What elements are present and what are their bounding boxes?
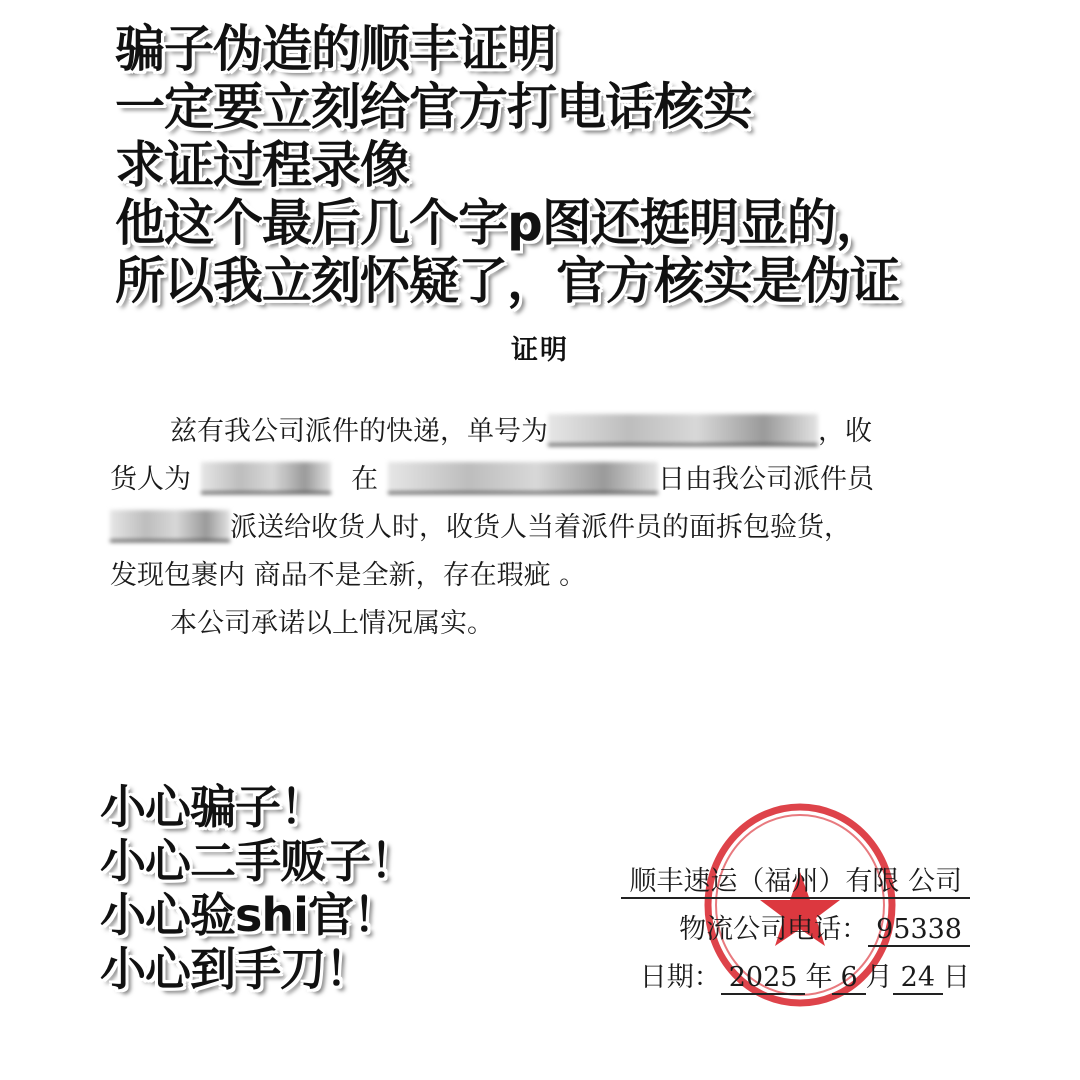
document-paragraph: 本公司承诺以上情况属实。 [170, 608, 494, 639]
text-fragment: ，收 [818, 416, 872, 447]
caption-line: 求证过程录像 [115, 136, 409, 194]
redacted-date [388, 462, 658, 494]
caption-line: 小心验shi官！ [100, 888, 398, 942]
text-fragment: 日由我公司派件员 [658, 464, 874, 495]
document-paragraph-line [110, 504, 970, 552]
document-paragraph-line [110, 552, 970, 600]
date-day: 24 [893, 962, 943, 995]
warning-caption-top [115, 20, 1015, 310]
phone-line [540, 906, 970, 954]
text-fragment: 在 [351, 464, 378, 495]
text-fragment: 兹有我公司派件的快递，单号为 [170, 416, 548, 447]
text-fragment: 派送给收货人时，收货人当着派件员的面拆包验货， [230, 512, 851, 543]
company-name: 顺丰速运（福州）有限 公司 [621, 866, 970, 899]
text-fragment: 发现包裹内 商品不是全新，存在瑕疵 。 [110, 560, 587, 591]
caption-line: 他这个最后几个字p图还挺明显的， [115, 194, 885, 252]
document-title: 证明 [511, 335, 569, 366]
document-signature-block [540, 858, 970, 1002]
phone-number: 95338 [868, 914, 970, 947]
day-unit: 日 [943, 962, 970, 993]
text-fragment: 货人为 [110, 464, 191, 495]
caption-line: 所以我立刻怀疑了，官方核实是伪证 [115, 252, 899, 310]
date-label: 日期： [639, 962, 721, 993]
date-year: 2025 [721, 962, 806, 995]
caption-line: 一定要立刻给官方打电话核实 [115, 78, 752, 136]
document-paragraph-line [110, 456, 970, 504]
phone-label: 物流公司电话： [679, 914, 869, 945]
year-unit: 年 [805, 962, 833, 993]
company-name-line [540, 858, 970, 906]
redacted-tracking-number [548, 414, 818, 446]
caption-line: 小心二手贩子！ [100, 834, 415, 888]
caption-line: 骗子伪造的顺丰证明 [115, 20, 556, 78]
month-unit: 月 [865, 962, 893, 993]
warning-caption-bottom [100, 780, 520, 996]
caption-line: 小心到手刀！ [100, 942, 370, 996]
redacted-recipient [201, 462, 331, 494]
redacted-courier-name [110, 510, 230, 542]
date-month: 6 [832, 962, 865, 995]
document-paragraph [110, 408, 970, 456]
caption-line: 小心骗子！ [100, 780, 325, 834]
date-line [540, 954, 970, 1002]
document-body [110, 408, 970, 648]
